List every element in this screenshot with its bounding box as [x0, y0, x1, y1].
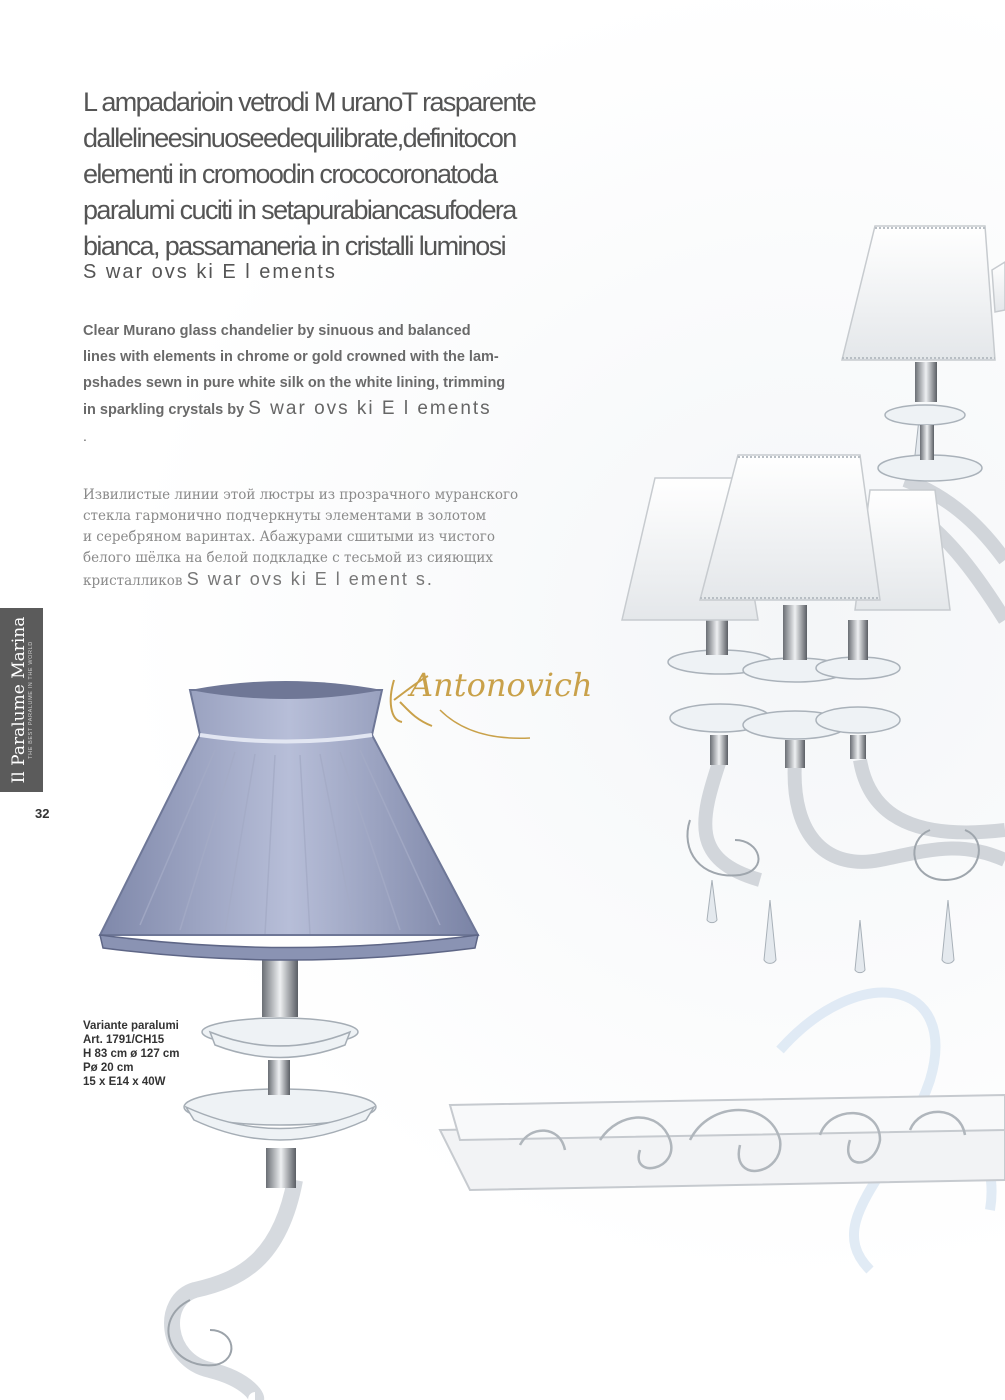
signature-logo [380, 650, 640, 750]
description-line: lines with elements in chrome or gold crowned with the lam- [83, 349, 499, 365]
spec-dimensions: H 83 cm ø 127 cm [83, 1048, 180, 1060]
product-specs [83, 1019, 180, 1089]
description-trailing: . [83, 428, 87, 444]
title-line: L ampadarioin vetrodi M uranoT rasparente [83, 87, 536, 117]
description-brand: S war ovs ki E l ement s. [186, 569, 434, 589]
description-line-last [83, 396, 553, 423]
description-russian [83, 485, 553, 592]
title-line: dallelineesinuoseedequilibrate,definitocon [83, 123, 516, 153]
title-line: elementi in cromoodin crococoronatoda [83, 159, 497, 189]
title-italian [83, 84, 563, 264]
description-line: белого шёлка на белой подкладке с тесьмой из сияющих [83, 550, 493, 566]
description-english [83, 318, 553, 423]
title-line: bianca, passamaneria in cristalli luminosi [83, 231, 506, 261]
title-brand: S war ovs ki E l ements [83, 261, 337, 283]
description-line: стекла гармонично подчеркнуты элементами в золотом [83, 508, 487, 524]
svg-text:Antonovich: Antonovich [410, 666, 593, 704]
side-tab-subtitle: THE BEST PARALUME IN THE WORLD [27, 641, 34, 759]
description-line: и серебряном варинтах. Абажурами сшитыми из чистого [83, 529, 495, 545]
side-tab-label [0, 608, 43, 792]
page-number: 32 [35, 806, 50, 821]
spec-bulbs: 15 x E14 x 40W [83, 1076, 166, 1088]
description-line-last [83, 569, 553, 592]
side-tab-title: Il Paralume Marina [8, 616, 29, 784]
description-line: Извилистые линии этой люстры из прозрачного муранского [83, 487, 519, 503]
spec-variant: Variante paralumi [83, 1020, 179, 1032]
description-line: Clear Murano glass chandelier by sinuous and balanced [83, 323, 471, 339]
title-line: paralumi cuciti in setapurabiancasufodera [83, 195, 516, 225]
side-tab [0, 608, 43, 792]
description-line: кристалликов [83, 573, 183, 589]
description-line: in sparkling crystals by [83, 402, 245, 418]
spec-shade-diameter: Pø 20 cm [83, 1062, 134, 1074]
description-brand: S war ovs ki E l ements [248, 398, 492, 419]
spec-article: Art. 1791/CH15 [83, 1034, 165, 1046]
description-line: pshades sewn in pure white silk on the white lining, trimming [83, 375, 506, 391]
